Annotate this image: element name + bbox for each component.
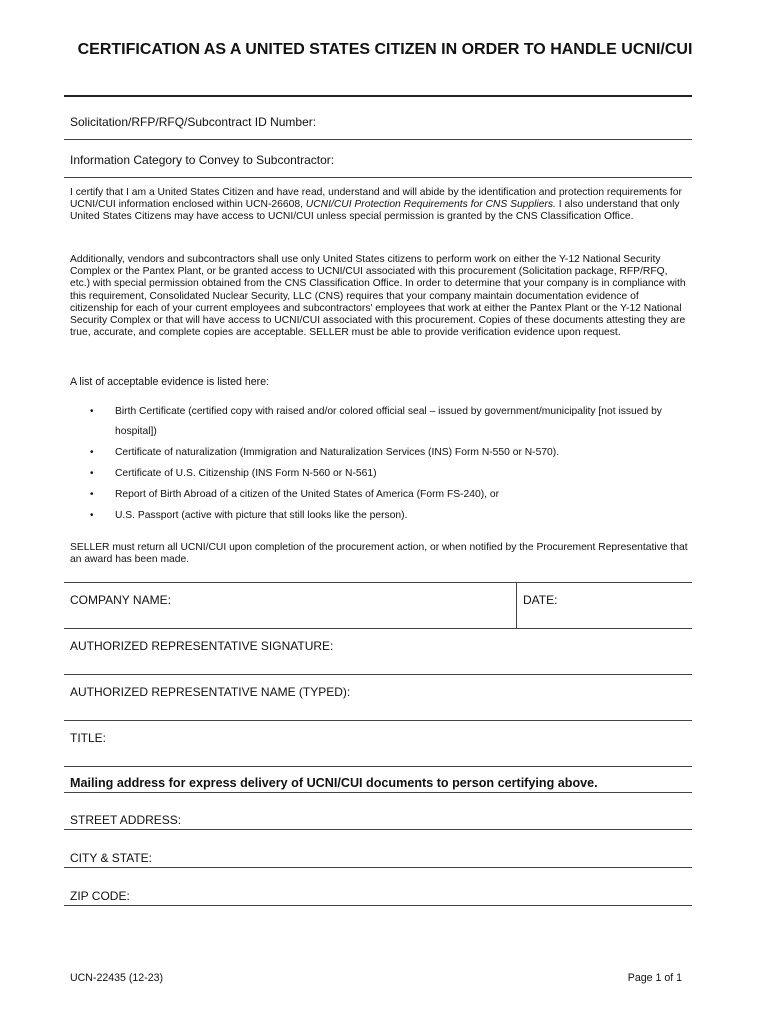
- solicitation-id-label: Solicitation/RFP/RFQ/Subcontract ID Number:: [70, 115, 317, 129]
- name-typed-label: AUTHORIZED REPRESENTATIVE NAME (TYPED):: [70, 685, 351, 699]
- zip-row-divider: [64, 905, 692, 906]
- zip-code-label: ZIP CODE:: [70, 889, 130, 903]
- title-row-divider: [64, 766, 692, 767]
- certify-text-part-1: I certify that I am a United States Citizen and have read, understand and will abide by the identification and protection requirements for UCNI/CUI information enclosed within UCN-26608,: [70, 187, 682, 211]
- street-address-label: STREET ADDRESS:: [70, 813, 182, 827]
- evidence-list-intro: A list of acceptable evidence is listed here:: [70, 376, 270, 388]
- bullet-icon: •: [90, 406, 94, 417]
- list-item: • Certificate of naturalization (Immigration and Naturalization Services (INS) Form N-550 or N-570).: [70, 443, 690, 463]
- title-divider: [64, 95, 692, 97]
- date-label: DATE:: [523, 593, 558, 607]
- bullet-icon: •: [90, 447, 94, 458]
- mailing-heading: Mailing address for express delivery of UCNI/CUI documents to person certifying above.: [70, 776, 598, 790]
- additional-paragraph: Additionally, vendors and subcontractors shall use only United States citizens to perform work on either the Y-12 National Security Complex or the Pantex Plant, or be granted access to UCNI/CUI associated with this procurement (Solicitation package, RFP/RFQ, etc.) with special permission obtained from the CNS Classification Office. In order to determine that your company is in compliance with this requirement, Consolidated Nuclear Security, LLC (CNS) requires that your company maintain documentation evidence of citizenship for each of your current employees and subcontractors' employees that work at either the Pantex Plant or the Y-12 National Security Complex or that will have access to UCNI/CUI associated with this procurement. Copies of these documents attesting they are true, accurate, and complete copies are acceptable. SELLER must be able to provide verification evidence upon request.: [70, 254, 686, 339]
- document-title: CERTIFICATION AS A UNITED STATES CITIZEN IN ORDER TO HANDLE UCNI/CUI: [77, 41, 693, 58]
- bullet-icon: •: [90, 510, 94, 521]
- list-item: • Birth Certificate (certified copy with raised and/or colored official seal – issued by government/municipality [not issued by hospital]): [70, 402, 690, 442]
- certify-text-italic: UCNI/CUI Protection Requirements for CNS Suppliers.: [305, 199, 556, 211]
- seller-return-paragraph: SELLER must return all UCNI/CUI upon completion of the procurement action, or when notified by the Procurement Representative that an award has been made.: [70, 542, 688, 566]
- list-item: • Certificate of U.S. Citizenship (INS Form N-560 or N-561): [70, 464, 690, 484]
- list-item: • Report of Birth Abroad of a citizen of the United States of America (Form FS-240), or: [70, 485, 690, 505]
- title-label: TITLE:: [70, 731, 107, 745]
- certify-paragraph: [70, 187, 688, 224]
- certify-text-part-2: I also understand that only United States Citizens may have access to UCNI/CUI unless special permission is granted by the CNS Classification Office.: [70, 199, 680, 223]
- bullet-icon: •: [90, 468, 94, 479]
- title-field[interactable]: [64, 721, 692, 766]
- info-category-label: Information Category to Convey to Subcontractor:: [70, 153, 335, 167]
- evidence-list: [70, 402, 690, 527]
- city-state-label: CITY & STATE:: [70, 851, 153, 865]
- page-number: Page 1 of 1: [627, 972, 682, 984]
- signature-label: AUTHORIZED REPRESENTATIVE SIGNATURE:: [70, 639, 334, 653]
- solicitation-divider: [64, 139, 692, 140]
- bullet-icon: •: [90, 489, 94, 500]
- zip-code-field[interactable]: [64, 868, 692, 905]
- company-name-label: COMPANY NAME:: [70, 593, 171, 607]
- info-category-divider: [64, 177, 692, 178]
- list-item: • U.S. Passport (active with picture that still looks like the person).: [70, 506, 690, 526]
- form-number: UCN-22435 (12-23): [70, 972, 164, 984]
- city-state-field[interactable]: [64, 830, 692, 867]
